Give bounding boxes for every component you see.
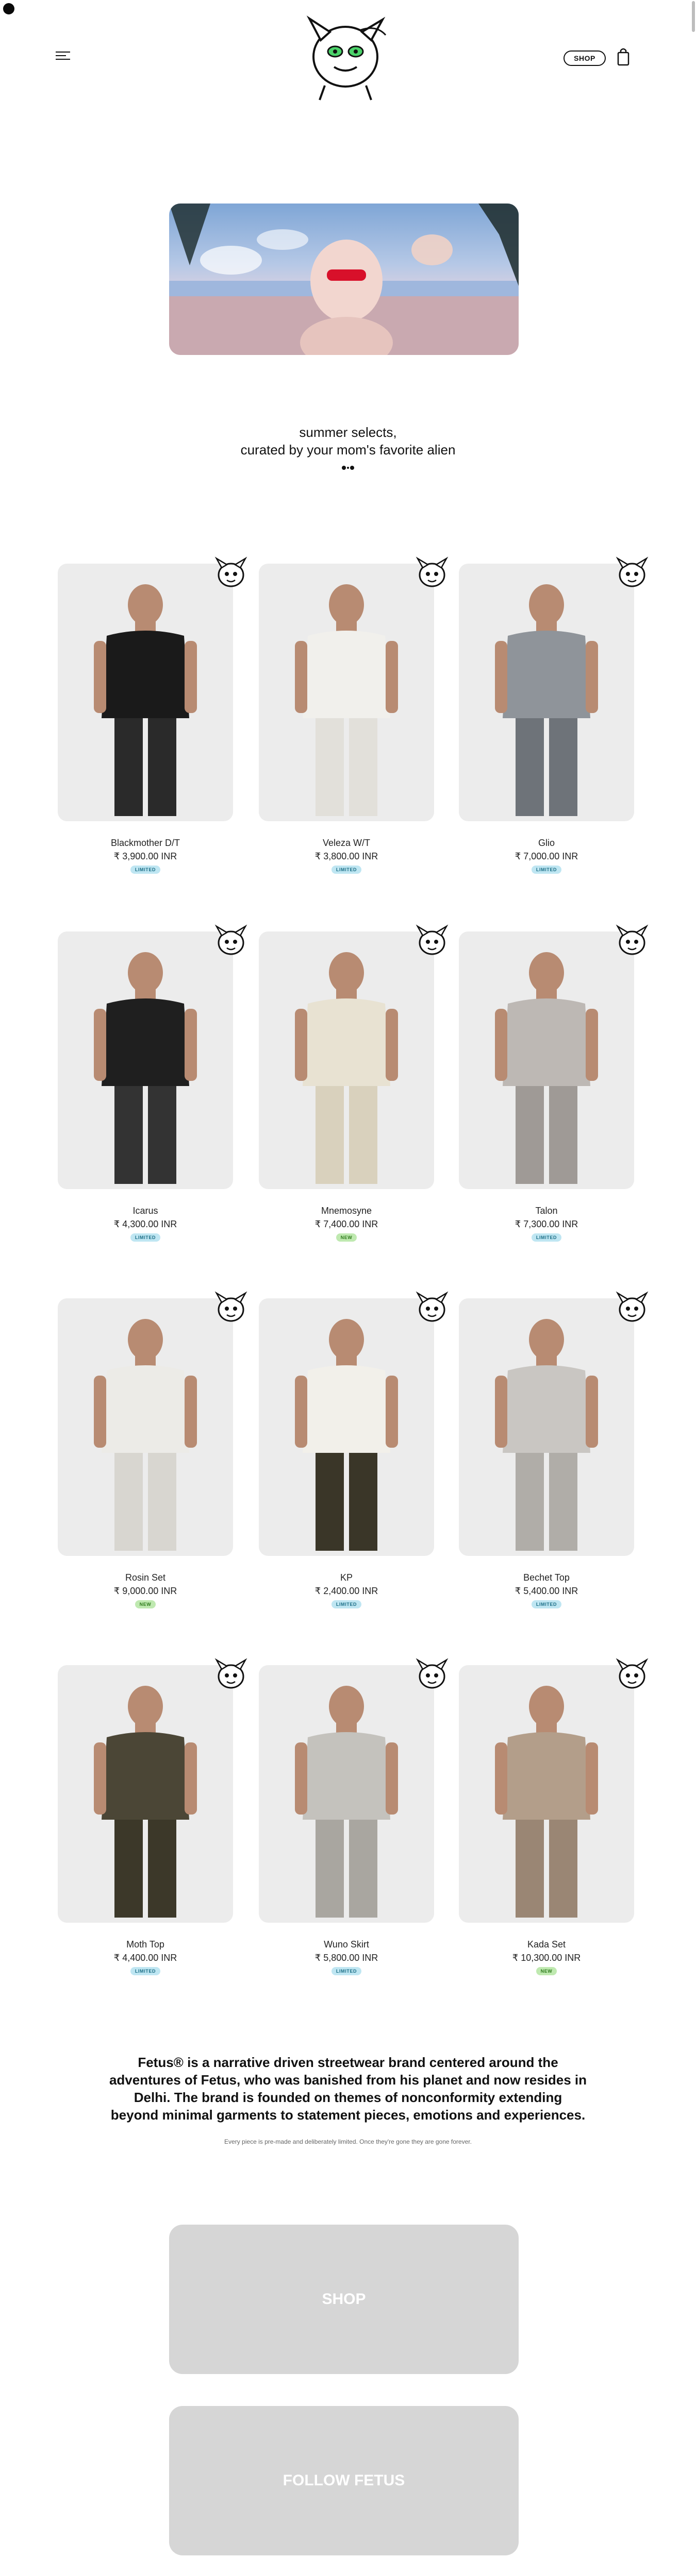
product-status-badge: NEW xyxy=(336,1233,357,1242)
product-status-badge: LIMITED xyxy=(532,1600,561,1608)
product-price: ₹ 7,000.00 INR xyxy=(515,851,578,861)
product-status-badge: LIMITED xyxy=(332,1600,361,1608)
alien-mascot-badge-icon xyxy=(212,922,250,959)
product-price: ₹ 4,400.00 INR xyxy=(113,1953,177,1963)
product-name[interactable]: Wuno Skirt xyxy=(324,1939,369,1950)
product-price: ₹ 4,300.00 INR xyxy=(113,1219,177,1229)
product-name[interactable]: Mnemosyne xyxy=(321,1206,372,1216)
product-status-badge: NEW xyxy=(536,1967,557,1975)
product-status-badge: LIMITED xyxy=(332,1967,361,1975)
hamburger-menu-icon[interactable] xyxy=(56,52,70,61)
about-brand-text: Fetus® is a narrative driven streetwear brand centered around the adventures of Fetus, who was banished from his planet and now resides in Delhi. The brand is founded on themes of nonconformity extending beyond minimal garments to statement pieces, emotions and experiences. xyxy=(109,2055,587,2123)
product-price: ₹ 7,300.00 INR xyxy=(515,1219,578,1229)
alien-mascot-badge-icon xyxy=(413,1289,451,1326)
product-status-badge: LIMITED xyxy=(130,866,160,874)
alien-mascot-badge-icon xyxy=(212,1289,250,1326)
product-name[interactable]: Kada Set xyxy=(527,1939,566,1950)
site-header xyxy=(0,0,696,103)
product-name[interactable]: Veleza W/T xyxy=(322,838,371,848)
tagline-text xyxy=(0,423,696,459)
alien-mascot-badge-icon xyxy=(614,922,651,959)
product-name[interactable]: Rosin Set xyxy=(125,1572,166,1583)
product-photo[interactable] xyxy=(58,1298,233,1556)
product-photo[interactable] xyxy=(459,564,634,821)
alien-mascot-badge-icon xyxy=(413,1656,451,1693)
product-status-badge: LIMITED xyxy=(130,1967,160,1975)
product-photo[interactable] xyxy=(259,1665,434,1923)
product-photo[interactable] xyxy=(459,1665,634,1923)
product-photo[interactable] xyxy=(459,1298,634,1556)
product-price: ₹ 3,900.00 INR xyxy=(113,851,177,861)
scrollbar-thumb[interactable] xyxy=(692,1,695,32)
product-status-badge: LIMITED xyxy=(130,1233,160,1242)
product-photo[interactable] xyxy=(58,1665,233,1923)
product-name[interactable]: KP xyxy=(340,1572,353,1583)
product-price: ₹ 5,400.00 INR xyxy=(515,1586,578,1596)
alien-mascot-badge-icon xyxy=(212,554,250,591)
product-name[interactable]: Moth Top xyxy=(126,1939,164,1950)
product-photo[interactable] xyxy=(58,931,233,1189)
tagline-line1: summer selects, xyxy=(299,425,397,440)
product-price: ₹ 5,800.00 INR xyxy=(314,1953,378,1963)
alien-mascot-badge-icon xyxy=(614,554,651,591)
product-status-badge: NEW xyxy=(135,1600,156,1608)
product-price: ₹ 10,300.00 INR xyxy=(512,1953,581,1963)
tagline-line2: curated by your mom's favorite alien xyxy=(240,442,456,457)
product-photo[interactable] xyxy=(259,564,434,821)
alien-mascot-badge-icon xyxy=(212,1656,250,1693)
product-price: ₹ 3,800.00 INR xyxy=(314,851,378,861)
product-photo[interactable] xyxy=(259,1298,434,1556)
alien-mascot-badge-icon xyxy=(614,1656,651,1693)
alien-mascot-badge-icon xyxy=(413,554,451,591)
product-photo[interactable] xyxy=(259,931,434,1189)
product-status-badge: LIMITED xyxy=(332,866,361,874)
hero-banner-image xyxy=(169,204,519,355)
product-status-badge: LIMITED xyxy=(532,1233,561,1242)
shop-button[interactable]: SHOP xyxy=(169,2225,519,2374)
alien-mascot-badge-icon xyxy=(614,1289,651,1326)
product-status-badge: LIMITED xyxy=(532,866,561,874)
product-price: ₹ 7,400.00 INR xyxy=(314,1219,378,1229)
about-note-text: Every piece is pre-made and deliberately limited. Once they're gone they are gone forever. xyxy=(224,2138,472,2145)
fetus-alien-logo[interactable] xyxy=(294,9,397,102)
product-price: ₹ 9,000.00 INR xyxy=(113,1586,177,1596)
alien-mascot-badge-icon xyxy=(413,922,451,959)
sparkle-icon xyxy=(340,464,356,472)
product-name[interactable]: Talon xyxy=(535,1206,558,1216)
product-photo[interactable] xyxy=(459,931,634,1189)
shopping-bag-icon[interactable] xyxy=(617,47,630,66)
follow-fetus-button[interactable]: FOLLOW FETUS xyxy=(169,2406,519,2555)
product-name[interactable]: Glio xyxy=(538,838,555,848)
product-name[interactable]: Bechet Top xyxy=(523,1572,570,1583)
product-photo[interactable] xyxy=(58,564,233,821)
product-name[interactable]: Icarus xyxy=(132,1206,158,1216)
product-price: ₹ 2,400.00 INR xyxy=(314,1586,378,1596)
product-name[interactable]: Blackmother D/T xyxy=(110,838,180,848)
scrollbar[interactable] xyxy=(692,0,695,2576)
header-shop-button[interactable]: SHOP xyxy=(564,50,606,66)
